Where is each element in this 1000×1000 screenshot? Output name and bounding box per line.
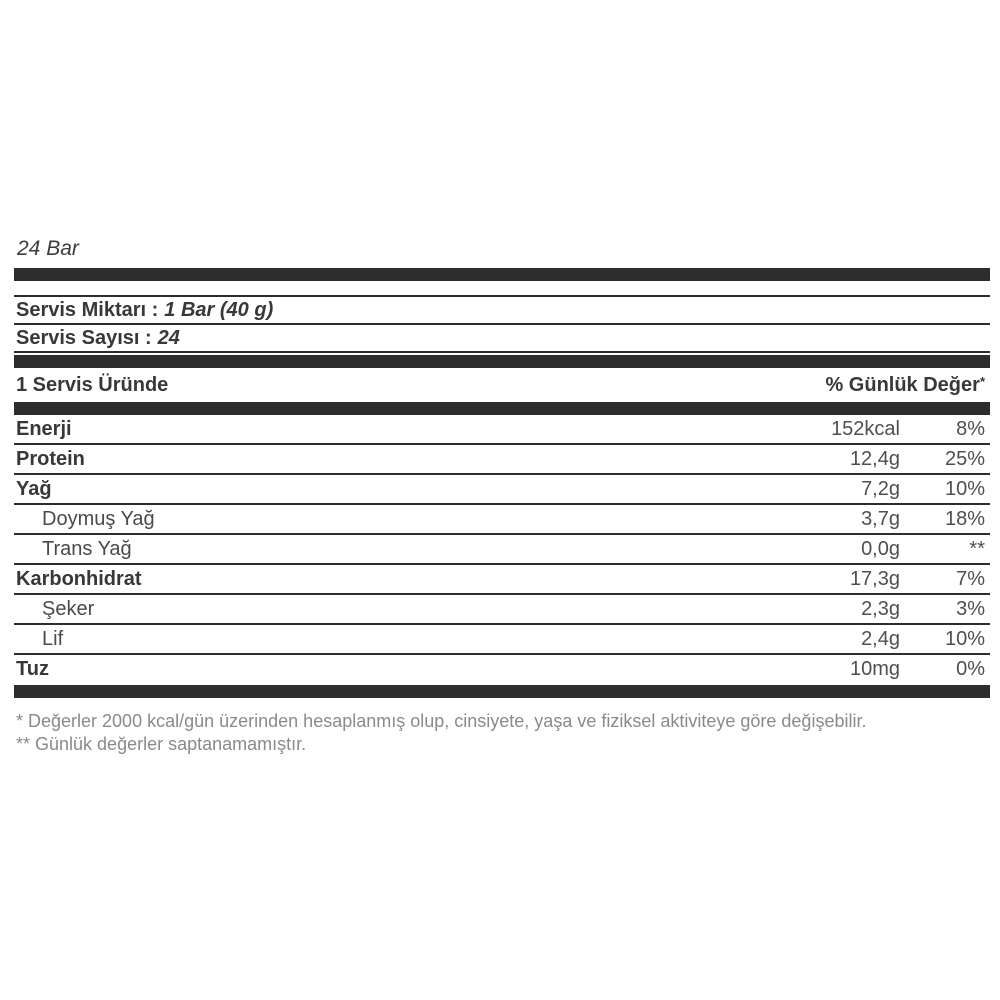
divider-bar-above-header [14, 355, 990, 368]
nutrient-daily-value: 18% [944, 508, 985, 530]
nutrient-amount: 0,0g [861, 538, 900, 560]
daily-value-footnote-marker: * [979, 374, 985, 389]
nutrient-amount: 2,4g [861, 628, 900, 650]
nutrient-row [14, 595, 990, 625]
nutrient-row [14, 505, 990, 535]
nutrient-row [14, 655, 990, 685]
nutrient-name: Lif [42, 628, 64, 650]
daily-value-header-text: % Günlük Değer [825, 374, 980, 396]
serving-info-section [14, 295, 990, 353]
nutrient-amount: 7,2g [861, 478, 900, 500]
nutrient-name: Şeker [42, 598, 95, 620]
serving-count-label: Servis Sayısı : [16, 327, 152, 349]
nutrient-daily-value: ** [969, 538, 985, 560]
serving-size-row [14, 297, 990, 325]
nutrient-daily-value: 8% [956, 418, 985, 440]
divider-bar-below-header [14, 402, 990, 415]
nutrition-facts-label [14, 238, 990, 756]
divider-bar-top [14, 268, 990, 281]
footnote-not-established: ** Günlük değerler saptanamamıştır. [16, 734, 307, 754]
nutrient-name: Doymuş Yağ [42, 508, 155, 530]
serving-count-value: 24 [157, 327, 180, 349]
nutrient-daily-value: 10% [944, 478, 985, 500]
nutrient-name: Protein [16, 448, 85, 470]
nutrient-amount: 152kcal [831, 418, 900, 440]
nutrient-daily-value: 7% [956, 568, 985, 590]
nutrient-amount: 12,4g [849, 448, 900, 470]
nutrient-amount: 2,3g [861, 598, 900, 620]
nutrient-daily-value: 25% [944, 448, 985, 470]
nutrient-name: Tuz [16, 658, 49, 680]
nutrient-amount: 10mg [849, 658, 900, 680]
nutrient-row [14, 415, 990, 445]
nutrient-daily-value: 0% [956, 658, 985, 680]
nutrient-amount: 3,7g [861, 508, 900, 530]
pack-quantity-title: 24 Bar [17, 237, 79, 260]
nutrient-daily-value: 3% [956, 598, 985, 620]
per-serving-header: 1 Servis Üründe [16, 374, 169, 396]
nutrient-name: Enerji [16, 418, 72, 440]
daily-value-header [825, 372, 990, 398]
serving-size-value: 1 Bar (40 g) [164, 299, 274, 321]
nutrient-daily-value: 10% [944, 628, 985, 650]
nutrient-row [14, 475, 990, 505]
serving-size-label: Servis Miktarı : [16, 299, 159, 321]
nutrient-row [14, 535, 990, 565]
nutrient-row [14, 625, 990, 655]
nutrient-name: Yağ [16, 478, 52, 500]
footnote-daily-values: * Değerler 2000 kcal/gün üzerinden hesaplanmış olup, cinsiyete, yaşa ve fiziksel aktiviteye göre değişebilir. [16, 711, 867, 731]
footnotes-section [14, 710, 990, 756]
serving-count-row [14, 325, 990, 353]
nutrient-name: Trans Yağ [42, 538, 132, 560]
nutrient-table [14, 415, 990, 685]
nutrient-name: Karbonhidrat [16, 568, 142, 590]
nutrient-row [14, 565, 990, 595]
nutrient-amount: 17,3g [849, 568, 900, 590]
nutrient-row [14, 445, 990, 475]
table-header-row [14, 368, 990, 402]
divider-bar-bottom [14, 685, 990, 698]
